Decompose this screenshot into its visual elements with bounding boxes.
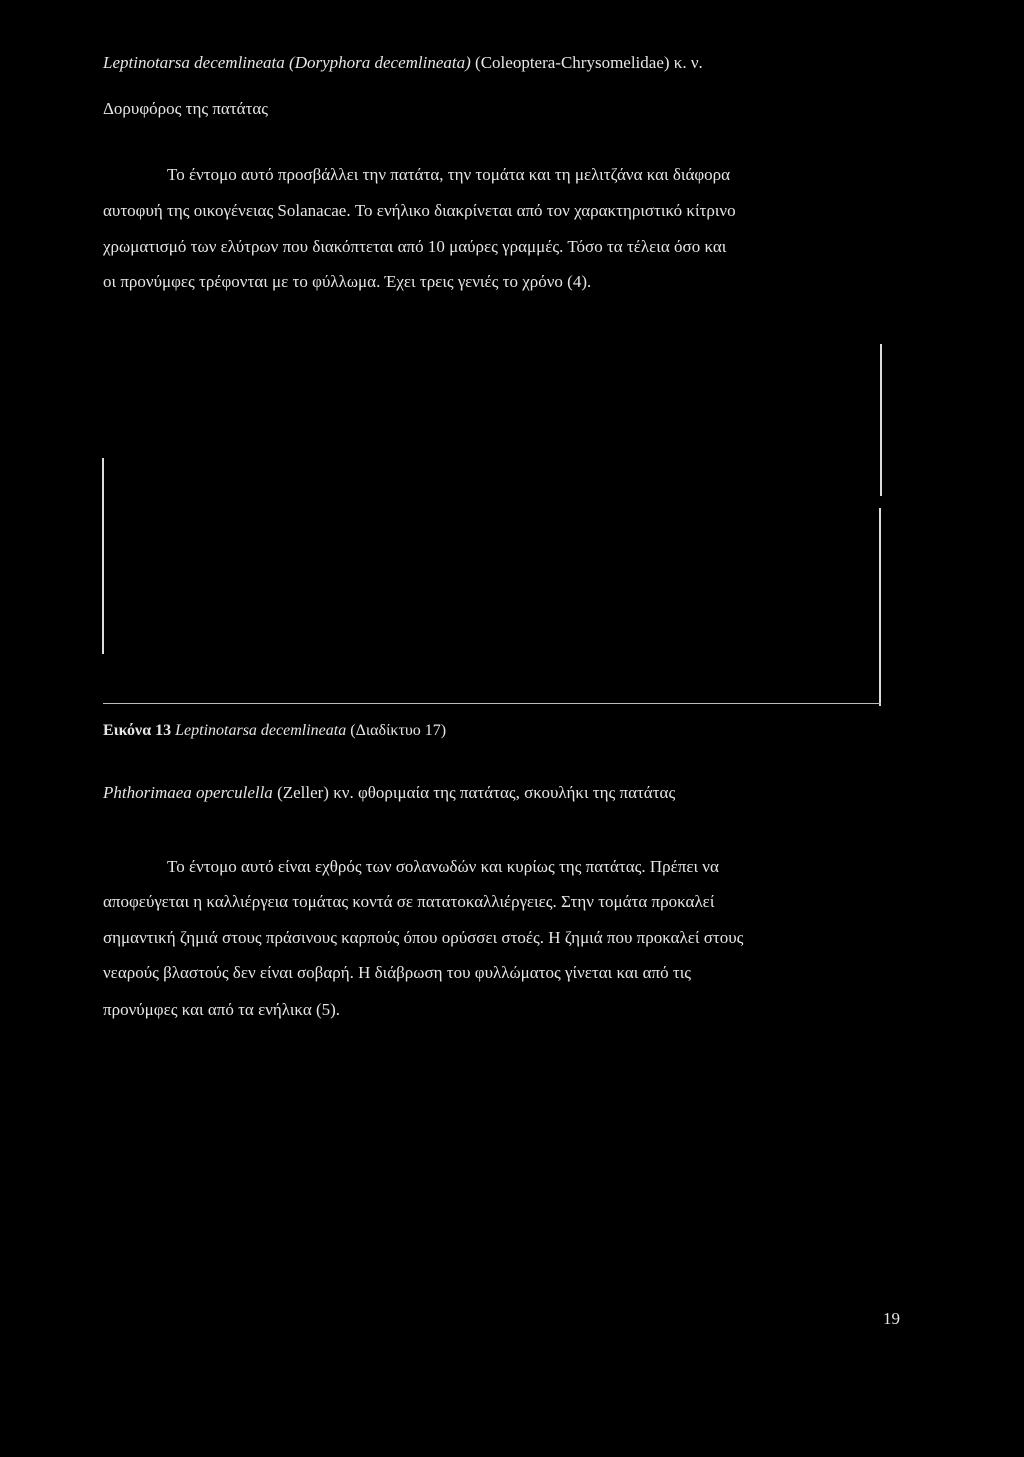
figure-frame-line [103, 703, 881, 704]
paragraph-line: Το έντομο αυτό είναι εχθρός των σολανωδών και κυρίως της πατάτας. Πρέπει να [167, 857, 719, 876]
figure-species: Leptinotarsa decemlineata [175, 722, 347, 739]
figure-frame-line [879, 508, 881, 706]
section-heading-leptinotarsa [103, 52, 703, 74]
paragraph-line: σημαντική ζημιά στους πράσινους καρπούς όπου ορύσσει στοές. Η ζημιά που προκαλεί στους [103, 928, 744, 947]
taxonomy-text: (Coleoptera-Chrysomelidae) κ. ν. [470, 53, 703, 72]
figure-caption [103, 720, 446, 742]
paragraph-line: προνύμφες και από τα ενήλικα (5). [103, 1000, 341, 1019]
paragraph-line: αυτοφυή της οικογένειας Solanacae. Το ενήλικο διακρίνεται από τον χαρακτηριστικό κίτρινο [103, 201, 736, 220]
paragraph-line: χρωματισμό των ελύτρων που διακόπτεται από 10 μαύρες γραμμές. Τόσο τα τέλεια όσο και [103, 237, 727, 256]
figure-frame-line [880, 344, 882, 496]
common-name-text: (Zeller) κν. φθοριμαία της πατάτας, σκουλήκι της πατάτας [272, 783, 676, 802]
figure-source: (Διαδίκτυο 17) [350, 722, 447, 739]
paragraph-line: αποφεύγεται η καλλιέργεια τομάτας κοντά σε πατατοκαλλιέργειες. Στην τομάτα προκαλεί [103, 892, 715, 911]
figure-frame-line [102, 458, 104, 654]
paragraph-line: οι προνύμφες τρέφονται με το φύλλωμα. Έχει τρεις γενιές το χρόνο (4). [103, 272, 592, 291]
figure-label: Εικόνα 13 [103, 722, 172, 739]
paragraph-line: Το έντομο αυτό προσβάλλει την πατάτα, την τομάτα και τη μελιτζάνα και διάφορα [167, 165, 731, 184]
common-name: Δορυφόρος της πατάτας [103, 99, 269, 118]
section-heading-phthorimaea [103, 782, 675, 804]
page-number: 19 [883, 1309, 900, 1328]
species-name: Phthorimaea operculella [103, 783, 273, 802]
species-name: Leptinotarsa decemlineata (Doryphora decemlineata) [103, 53, 471, 72]
paragraph-line: νεαρούς βλαστούς δεν είναι σοβαρή. Η διάβρωση του φυλλώματος γίνεται και από τις [103, 963, 691, 982]
